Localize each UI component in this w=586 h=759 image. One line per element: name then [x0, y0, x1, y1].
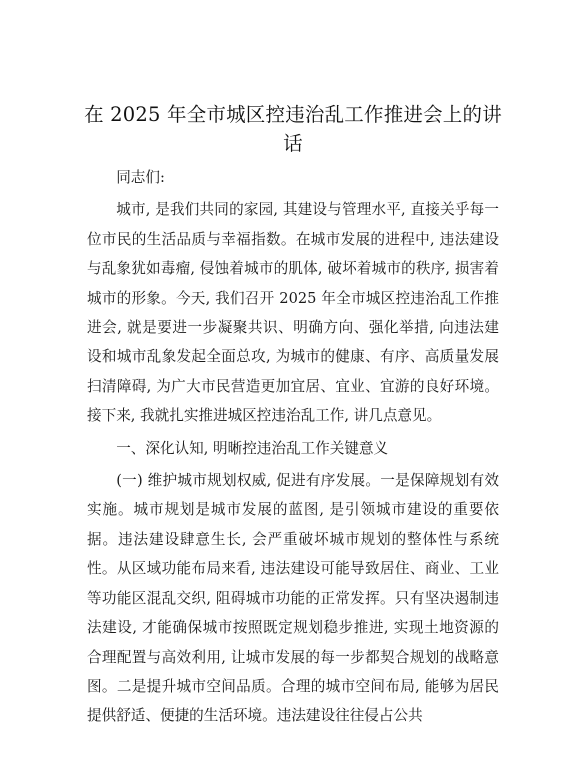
- document-title: 在 2025 年全市城区控违治乱工作推进会上的讲话: [84, 103, 502, 155]
- intro-paragraph: 城市, 是我们共同的家园, 其建设与管理水平, 直接关乎每一位市民的生活品质与幸福指数。在城市发展的进程中, 违法建设与乱象犹如毒瘤, 侵蚀着城市的肌体, 破坏着城市的秩序, 损害着城市的形象。今天, 我们召开 2025 年全市城区控违治乱工作推进会, 就是要进一步凝聚共识、明确方向、强化举措, 向违法建设和城市乱象发起全面总攻, 为城市的健康、有序、高质量发展扫清障碍, 为广大市民营造更加宜居、宜业、宜游的良好环境。接下来, 我就扎实推进城区控违治乱工作, 讲几点意见。: [87, 201, 499, 425]
- document-body: [87, 163, 499, 734]
- salutation: 同志们:: [116, 169, 165, 186]
- section-heading: 一、深化认知, 明晰控违治乱工作关键意义: [116, 439, 389, 457]
- section-paragraph: (一) 维护城市规划权威, 促进有序发展。一是保障规划有效实施。城市规划是城市发展的蓝图, 是引领城市建设的重要依据。违法建设肆意生长, 会严重破坏城市规划的整体性与系统性。从区域功能布局来看, 违法建设可能导致居住、商业、工业等功能区混乱交织, 阻碍城市功能的正常发挥。只有坚决遏制违法建设, 才能确保城市按照既定规划稳步推进, 实现土地资源的合理配置与高效利用, 让城市发展的每一步都契合规划的战略意图。二是提升城市空间品质。合理的城市空间布局, 能够为居民提供舒适、便捷的生活环境。违法建设往往侵占公共: [87, 472, 499, 725]
